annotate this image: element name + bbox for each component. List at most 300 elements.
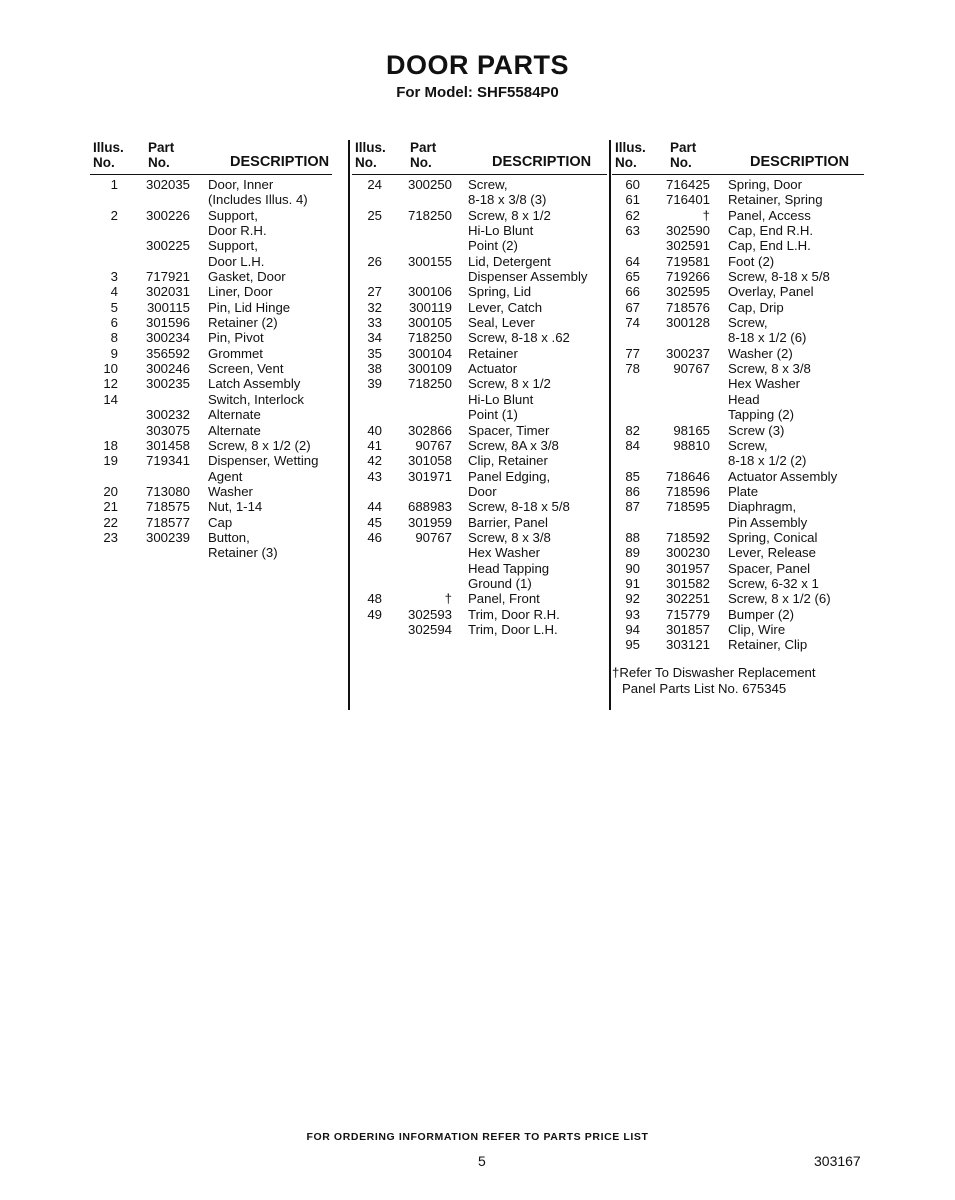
- parts-column-1: [90, 140, 332, 561]
- part-description: Hi-Lo Blunt: [468, 391, 534, 407]
- part-number: 302590: [665, 223, 710, 239]
- table-row: [612, 561, 864, 576]
- table-row: [352, 376, 607, 391]
- table-row: [612, 392, 864, 407]
- illus-number: 95: [625, 637, 640, 653]
- table-row: [352, 622, 607, 637]
- table-row: [90, 407, 332, 422]
- table-row: [352, 392, 607, 407]
- column-header: [90, 140, 332, 175]
- table-row: [612, 637, 864, 652]
- illus-header: Illus.: [615, 140, 646, 155]
- part-number: 90767: [415, 437, 452, 453]
- part-description: Grommet: [208, 345, 263, 361]
- table-row: [612, 576, 864, 591]
- table-row: [352, 330, 607, 345]
- illus-number: 41: [367, 437, 382, 453]
- table-row: [612, 284, 864, 299]
- part-description: Nut, 1-14: [208, 499, 263, 515]
- part-number: 90767: [673, 361, 710, 377]
- illus-number: 4: [110, 284, 118, 300]
- part-number: 302031: [145, 284, 190, 300]
- part-description: Screw, 8 x 1/2: [468, 207, 551, 223]
- column-divider: [348, 140, 350, 710]
- part-description: Pin, Pivot: [208, 330, 264, 346]
- part-number: 300115: [146, 299, 190, 315]
- illus-number: 26: [367, 253, 382, 269]
- parts-column-2: [352, 140, 607, 637]
- illus-number: 74: [625, 315, 640, 331]
- part-description: Screw, 6-32 x 1: [728, 575, 819, 591]
- illus-number: 88: [625, 529, 640, 545]
- part-description: Actuator: [468, 361, 518, 377]
- table-row: [352, 607, 607, 622]
- table-row: [352, 407, 607, 422]
- illus-number: 5: [110, 299, 118, 315]
- part-description: Retainer: [468, 345, 518, 361]
- part-description: Head Tapping: [468, 560, 550, 576]
- part-description: Dispenser Assembly: [468, 269, 588, 285]
- table-row: [90, 484, 332, 499]
- illus-number: 39: [367, 376, 382, 392]
- part-description: Lever, Catch: [468, 299, 543, 315]
- part-description: Button,: [208, 529, 250, 545]
- part-number: 302594: [407, 621, 452, 637]
- part-number: 718592: [665, 529, 710, 545]
- part-description: Cap, Drip: [728, 299, 784, 315]
- part-number: 713080: [145, 483, 190, 499]
- part-description: Screw, 8-18 x .62: [468, 330, 570, 346]
- part-number: 300230: [665, 545, 710, 561]
- table-row: [612, 499, 864, 514]
- table-row: [90, 254, 332, 269]
- table-row: [612, 438, 864, 453]
- table-row: [90, 300, 332, 315]
- part-number: 718250: [407, 330, 452, 346]
- part-description: Bumper (2): [728, 606, 794, 622]
- part-description: Clip, Retainer: [468, 453, 548, 469]
- part-number: 302035: [145, 177, 190, 192]
- footnote-line: Panel Parts List No. 675345: [622, 680, 787, 696]
- table-row: [352, 515, 607, 530]
- illus-number: 45: [367, 514, 382, 530]
- part-number: 300106: [407, 284, 452, 300]
- part-description: Panel, Access: [728, 207, 811, 223]
- part-header-no: No.: [410, 155, 432, 170]
- part-description: 8-18 x 3/8 (3): [468, 192, 547, 208]
- table-row: [612, 607, 864, 622]
- part-description: Switch, Interlock: [208, 391, 305, 407]
- part-number: 718576: [665, 299, 710, 315]
- illus-number: 6: [110, 315, 118, 331]
- table-row: [352, 284, 607, 299]
- part-description: Alternate: [208, 422, 261, 438]
- part-description: Screw, 8 x 3/8: [468, 529, 551, 545]
- table-row: [352, 208, 607, 223]
- part-description: Trim, Door R.H.: [468, 606, 560, 622]
- part-number: 719266: [665, 269, 710, 285]
- table-row: [352, 423, 607, 438]
- table-row: [90, 392, 332, 407]
- description-header: DESCRIPTION: [230, 154, 330, 170]
- part-description: Dispenser, Wetting: [208, 453, 319, 469]
- table-row: [612, 208, 864, 223]
- part-number: 300109: [407, 361, 452, 377]
- table-row: [90, 223, 332, 238]
- table-row: [352, 453, 607, 468]
- footnote: [612, 665, 816, 696]
- illus-number: 21: [103, 499, 118, 515]
- table-row: [352, 254, 607, 269]
- part-number: 718596: [665, 483, 710, 499]
- part-description: Door L.H.: [208, 253, 265, 269]
- table-row: [612, 269, 864, 284]
- column-divider: [609, 140, 611, 710]
- part-number: 98165: [673, 422, 710, 438]
- table-row: [612, 469, 864, 484]
- part-description: Tapping (2): [728, 407, 794, 423]
- table-row: [612, 254, 864, 269]
- illus-number: 84: [625, 437, 640, 453]
- part-number: 718646: [665, 468, 710, 484]
- part-description: Pin Assembly: [728, 514, 808, 530]
- part-number: †: [444, 591, 452, 607]
- part-number: 90767: [415, 529, 452, 545]
- illus-number: 14: [103, 391, 118, 407]
- part-description: Screw (3): [728, 422, 785, 438]
- part-number: 300226: [145, 207, 190, 223]
- parts-column-3: [612, 140, 864, 653]
- part-number: 716425: [665, 177, 710, 192]
- part-description: Screw, 8 x 1/2: [468, 376, 551, 392]
- table-row: [352, 469, 607, 484]
- part-description: Trim, Door L.H.: [468, 621, 558, 637]
- part-description: Overlay, Panel: [728, 284, 814, 300]
- part-description: Hex Washer: [728, 376, 801, 392]
- part-description: Screw, 8-18 x 5/8: [728, 269, 830, 285]
- illus-number: 19: [103, 453, 118, 469]
- parts-rows: [612, 175, 864, 653]
- part-description: Agent: [208, 468, 243, 484]
- table-row: [90, 284, 332, 299]
- part-description: (Includes Illus. 4): [208, 192, 308, 208]
- part-description: Spacer, Timer: [468, 422, 550, 438]
- parts-rows: [352, 175, 607, 637]
- part-number: 303121: [665, 637, 710, 653]
- illus-header-no: No.: [93, 155, 115, 170]
- table-row: [612, 622, 864, 637]
- part-description: Alternate: [208, 407, 261, 423]
- table-row: [612, 453, 864, 468]
- part-number: 717921: [145, 269, 190, 285]
- part-number: 301959: [407, 514, 452, 530]
- parts-rows: [90, 175, 332, 561]
- part-description: Washer (2): [728, 345, 793, 361]
- illus-number: 23: [103, 529, 118, 545]
- illus-number: 65: [625, 269, 640, 285]
- part-header: Part: [148, 140, 175, 155]
- table-row: [612, 223, 864, 238]
- part-description: Spring, Lid: [468, 284, 532, 300]
- part-number: 300246: [145, 361, 190, 377]
- part-description: Support,: [208, 238, 258, 254]
- part-description: Support,: [208, 207, 258, 223]
- part-description: Spring, Conical: [728, 529, 818, 545]
- table-row: [90, 192, 332, 207]
- part-description: Panel, Front: [468, 591, 540, 607]
- illus-number: 67: [625, 299, 640, 315]
- page-number: 5: [478, 1153, 486, 1169]
- description-header: DESCRIPTION: [750, 154, 850, 170]
- part-description: Foot (2): [728, 253, 775, 269]
- illus-number: 77: [625, 345, 640, 361]
- part-description: Screw, 8 x 1/2 (2): [208, 437, 311, 453]
- table-row: [352, 315, 607, 330]
- illus-number: 44: [367, 499, 382, 515]
- part-number: 302591: [665, 238, 710, 254]
- table-row: [352, 346, 607, 361]
- illus-number: 27: [367, 284, 382, 300]
- page-title: DOOR PARTS: [385, 50, 569, 80]
- table-row: [352, 561, 607, 576]
- part-number: †: [702, 207, 710, 223]
- part-number: 301971: [407, 468, 452, 484]
- illus-number: 32: [367, 299, 382, 315]
- part-header-no: No.: [670, 155, 692, 170]
- table-row: [352, 192, 607, 207]
- illus-number: 1: [110, 177, 118, 192]
- part-description: Gasket, Door: [208, 269, 286, 285]
- illus-number: 25: [367, 207, 382, 223]
- model-subtitle: For Model: SHF5584P0: [396, 84, 559, 101]
- illus-number: 33: [367, 315, 382, 331]
- part-description: Retainer (2): [208, 315, 278, 331]
- illus-number: 18: [103, 437, 118, 453]
- part-number: 300105: [407, 315, 452, 331]
- table-row: [90, 208, 332, 223]
- part-number: 302251: [665, 591, 710, 607]
- part-description: Seal, Lever: [468, 315, 535, 331]
- illus-number: 66: [625, 284, 640, 300]
- table-row: [352, 269, 607, 284]
- illus-header: Illus.: [355, 140, 386, 155]
- part-number: 301058: [407, 453, 452, 469]
- part-description: Retainer, Clip: [728, 637, 808, 653]
- part-number: 302866: [407, 422, 452, 438]
- table-row: [90, 269, 332, 284]
- table-row: [352, 591, 607, 606]
- table-row: [90, 361, 332, 376]
- table-row: [90, 238, 332, 253]
- part-description: Hi-Lo Blunt: [468, 223, 534, 239]
- part-number: 300119: [408, 299, 452, 315]
- part-number: 356592: [145, 345, 190, 361]
- part-number: 301857: [665, 621, 710, 637]
- illus-number: 94: [625, 621, 640, 637]
- table-row: [90, 423, 332, 438]
- part-header: Part: [670, 140, 697, 155]
- part-description: Door: [468, 483, 497, 499]
- table-row: [352, 499, 607, 514]
- table-row: [612, 515, 864, 530]
- illus-number: 63: [625, 223, 640, 239]
- illus-number: 60: [625, 177, 640, 192]
- part-description: Screw, 8 x 1/2 (6): [728, 591, 831, 607]
- part-description: Point (2): [468, 238, 518, 254]
- part-description: Lever, Release: [728, 545, 816, 561]
- part-description: Clip, Wire: [728, 621, 786, 637]
- part-number: 302595: [665, 284, 710, 300]
- part-number: 300234: [145, 330, 190, 346]
- part-number: 300225: [145, 238, 190, 254]
- table-row: [352, 576, 607, 591]
- illus-number: 64: [625, 253, 640, 269]
- part-description: Screw, 8A x 3/8: [468, 437, 559, 453]
- illus-number: 78: [625, 361, 640, 377]
- illus-number: 85: [625, 468, 640, 484]
- part-number: 98810: [673, 437, 710, 453]
- table-row: [612, 484, 864, 499]
- illus-number: 92: [625, 591, 640, 607]
- illus-number: 40: [367, 422, 382, 438]
- part-description: Retainer, Spring: [728, 192, 823, 208]
- part-description: Panel Edging,: [468, 468, 551, 484]
- part-description: Barrier, Panel: [468, 514, 548, 530]
- illus-number: 2: [110, 207, 118, 223]
- illus-number: 86: [625, 483, 640, 499]
- illus-number: 12: [103, 376, 118, 392]
- part-description: Screw, 8 x 3/8: [728, 361, 811, 377]
- table-row: [352, 300, 607, 315]
- illus-number: 9: [110, 345, 118, 361]
- table-row: [90, 499, 332, 514]
- illus-number: 48: [367, 591, 382, 607]
- illus-number: 87: [625, 499, 640, 515]
- illus-number: 89: [625, 545, 640, 561]
- part-number: 301596: [145, 315, 190, 331]
- part-description: Liner, Door: [208, 284, 273, 300]
- illus-number: 43: [367, 468, 382, 484]
- part-number: 718577: [145, 514, 190, 530]
- part-number: 301582: [665, 575, 710, 591]
- part-number: 715779: [665, 606, 710, 622]
- part-description: 8-18 x 1/2 (2): [728, 453, 807, 469]
- part-number: 716401: [665, 192, 710, 208]
- column-header: [352, 140, 607, 175]
- part-description: 8-18 x 1/2 (6): [728, 330, 807, 346]
- part-number: 718595: [665, 499, 710, 515]
- part-description: Ground (1): [468, 575, 532, 591]
- part-description: Door, Inner: [208, 177, 274, 192]
- part-number: 300155: [407, 253, 452, 269]
- table-row: [352, 177, 607, 192]
- illus-number: 34: [367, 330, 382, 346]
- part-number: 301957: [665, 560, 710, 576]
- table-row: [352, 238, 607, 253]
- part-number: 300128: [665, 315, 710, 331]
- table-row: [90, 376, 332, 391]
- illus-header-no: No.: [355, 155, 377, 170]
- illus-number: 49: [367, 606, 382, 622]
- part-description: Cap: [208, 514, 233, 530]
- part-number: 300237: [665, 345, 710, 361]
- part-number: 718250: [407, 207, 452, 223]
- table-row: [352, 361, 607, 376]
- part-description: Lid, Detergent: [468, 253, 551, 269]
- illus-number: 46: [367, 529, 382, 545]
- part-number: 718575: [145, 499, 190, 515]
- table-row: [90, 515, 332, 530]
- part-description: Screw,: [728, 315, 768, 331]
- part-description: Screw,: [468, 177, 508, 192]
- part-number: 300239: [145, 529, 190, 545]
- document-number: 303167: [814, 1153, 861, 1169]
- part-number: 719581: [665, 253, 710, 269]
- illus-number: 3: [110, 269, 118, 285]
- table-row: [612, 361, 864, 376]
- illus-number: 10: [103, 361, 118, 377]
- illus-number: 24: [367, 177, 382, 192]
- illus-number: 22: [103, 514, 118, 530]
- part-number: 301458: [145, 437, 190, 453]
- illus-number: 20: [103, 483, 118, 499]
- illus-number: 38: [367, 361, 382, 377]
- illus-header: Illus.: [93, 140, 124, 155]
- part-number: 300232: [145, 407, 190, 423]
- illus-number: 61: [625, 192, 640, 208]
- part-number: 300104: [407, 345, 452, 361]
- table-row: [612, 300, 864, 315]
- table-row: [612, 330, 864, 345]
- part-description: Pin, Lid Hinge: [208, 299, 291, 315]
- illus-number: 93: [625, 606, 640, 622]
- part-description: Cap, End L.H.: [728, 238, 811, 254]
- part-description: Cap, End R.H.: [728, 223, 814, 239]
- table-row: [352, 530, 607, 545]
- table-row: [90, 177, 332, 192]
- part-description: Plate: [728, 483, 759, 499]
- part-description: Actuator Assembly: [728, 468, 838, 484]
- table-row: [90, 469, 332, 484]
- description-header: DESCRIPTION: [492, 154, 592, 170]
- part-number: 718250: [407, 376, 452, 392]
- illus-number: 35: [367, 345, 382, 361]
- illus-number: 82: [625, 422, 640, 438]
- table-row: [612, 591, 864, 606]
- table-row: [90, 330, 332, 345]
- ordering-note: FOR ORDERING INFORMATION REFER TO PARTS PRICE LIST: [306, 1131, 649, 1143]
- table-row: [90, 315, 332, 330]
- table-row: [612, 177, 864, 192]
- part-number: 688983: [407, 499, 452, 515]
- part-description: Latch Assembly: [208, 376, 301, 392]
- illus-header-no: No.: [615, 155, 637, 170]
- table-row: [90, 453, 332, 468]
- part-number: 302593: [407, 606, 452, 622]
- table-row: [612, 315, 864, 330]
- table-row: [90, 545, 332, 560]
- table-row: [90, 530, 332, 545]
- part-header: Part: [410, 140, 437, 155]
- table-row: [612, 376, 864, 391]
- part-number: 300250: [407, 177, 452, 192]
- part-description: Door R.H.: [208, 223, 267, 239]
- part-number: 719341: [145, 453, 190, 469]
- table-row: [352, 484, 607, 499]
- part-description: Washer: [208, 483, 253, 499]
- illus-number: 62: [625, 207, 640, 223]
- footnote-line: †Refer To Diswasher Replacement: [612, 665, 816, 680]
